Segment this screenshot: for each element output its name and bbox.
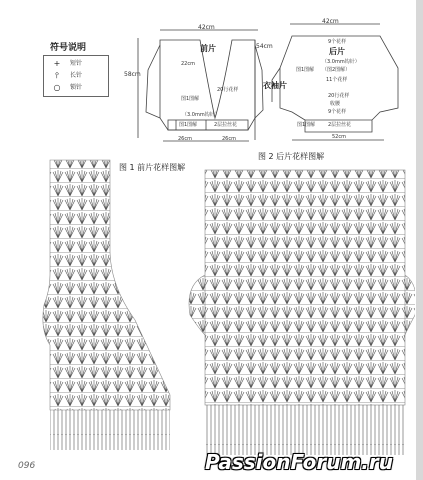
front-bottom-left: 26cm — [178, 136, 192, 142]
front-pattern-b: 图1图解 — [179, 122, 198, 128]
back-pattern-b: 图1图解 — [297, 122, 316, 128]
page-gutter — [416, 0, 423, 480]
front-pattern-a: 图1图解 — [181, 96, 200, 102]
front-collar: 20行花样 — [217, 87, 239, 93]
legend-label: 长针 — [70, 72, 83, 79]
back-crochet-chart — [185, 165, 415, 465]
back-bottom-pattern: 9个花样 — [328, 109, 347, 115]
back-title: 后片 — [329, 47, 345, 56]
back-bottom-width: 52cm — [332, 134, 346, 140]
front-side-width: 54cm — [256, 43, 273, 50]
back-top-pattern: 9个花样 — [328, 39, 347, 45]
back-decrease: 收腰 — [330, 101, 341, 107]
dc-symbol-icon: ⫯ — [55, 71, 59, 80]
back-repeat: 11个花样 — [326, 77, 348, 83]
front-title: 前片 — [200, 44, 216, 53]
back-pattern-a: （图2图解） — [322, 67, 351, 73]
sleeve-title: 衣袖片 — [263, 81, 287, 90]
chain-symbol-icon: ○ — [53, 83, 61, 92]
page-number: 096 — [18, 461, 36, 471]
watermark: PassionForum.ru — [205, 450, 394, 474]
front-edging: 2层拉丝花 — [214, 122, 238, 128]
sc-symbol-icon: + — [53, 59, 61, 68]
back-edging: 2层拉丝花 — [328, 122, 352, 128]
front-cm22: 22cm — [181, 61, 195, 67]
legend-title: 符号说明 — [50, 43, 87, 53]
back-width-top: 42cm — [322, 18, 339, 25]
front-height: 58cm — [124, 71, 141, 78]
figure2-caption: 图 2 后片花样图解 — [258, 152, 325, 161]
legend-label: 锁针 — [70, 84, 83, 91]
back-rows: 20行花样 — [328, 93, 350, 99]
figure1-caption: 图 1 前片花样图解 — [119, 163, 186, 172]
front-hook: （3.0mm钩针） — [182, 112, 220, 118]
legend-label: 短针 — [70, 60, 83, 67]
front-width-top: 42cm — [198, 24, 215, 31]
back-pattern-c: 图1图解 — [296, 67, 315, 73]
back-hook: （3.0mm钩针） — [322, 59, 360, 65]
front-bottom-right: 26cm — [222, 136, 236, 142]
